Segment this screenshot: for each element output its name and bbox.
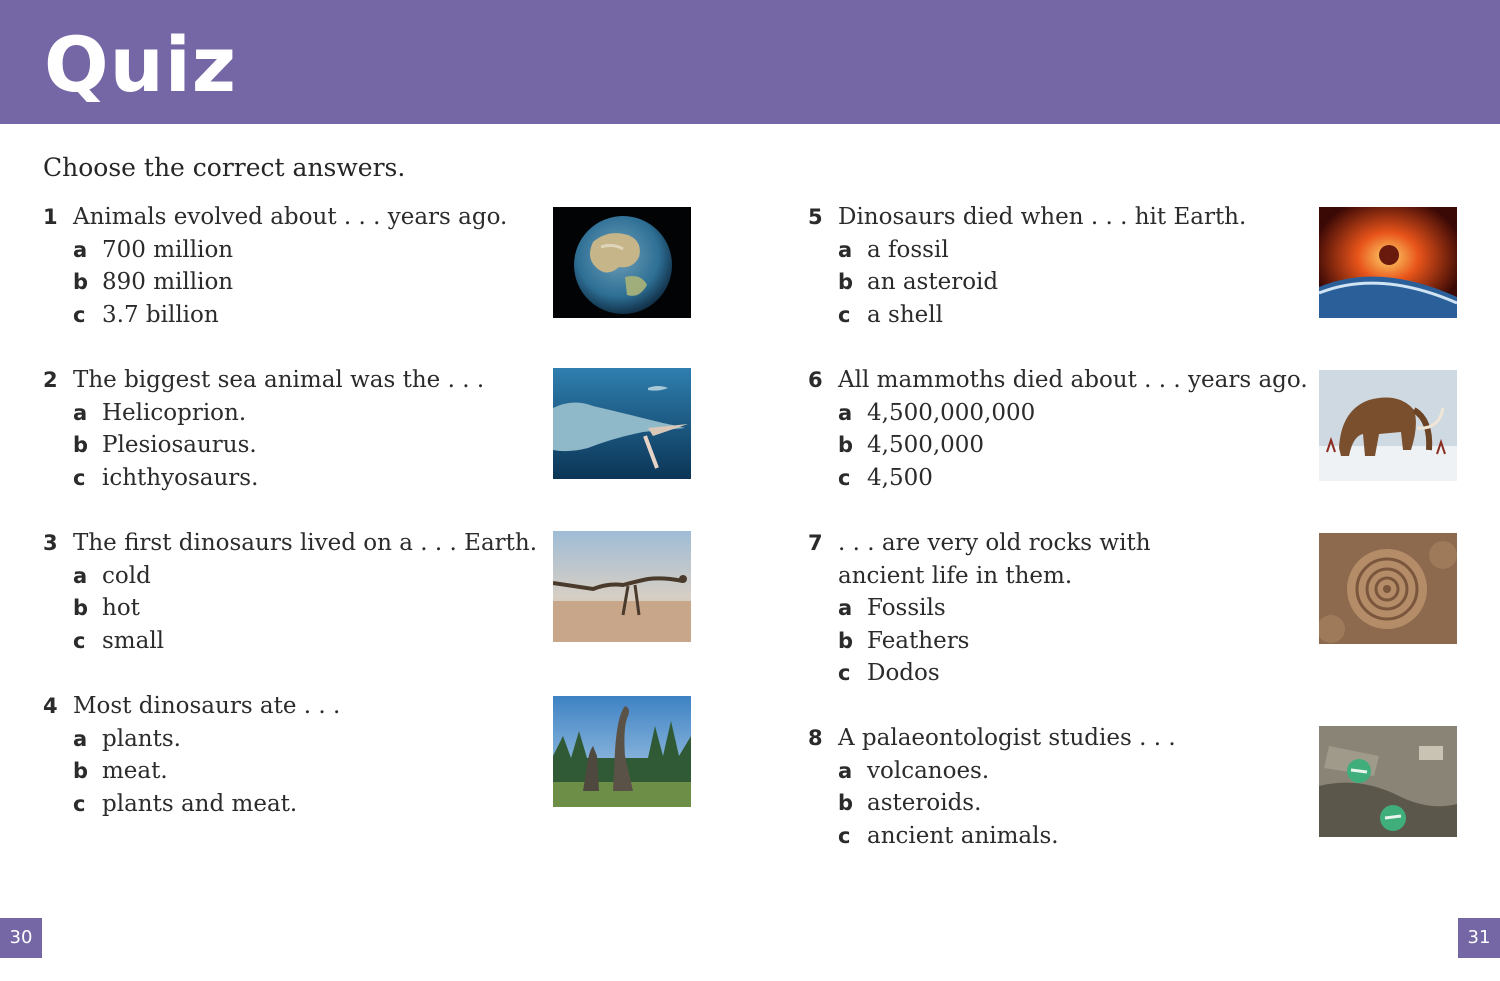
option-letter: a xyxy=(838,758,853,783)
option-letter: a xyxy=(73,400,88,425)
option-letter: c xyxy=(73,465,86,490)
answer-option-c[interactable] xyxy=(43,462,523,495)
option-text: ichthyosaurs. xyxy=(102,464,259,491)
option-letter: b xyxy=(838,270,854,295)
question-6 xyxy=(808,364,1308,494)
question-7 xyxy=(808,527,1288,690)
sauropod-forest-image xyxy=(553,696,691,807)
question-text: The biggest sea animal was the . . . xyxy=(73,367,485,393)
question-5 xyxy=(808,201,1288,331)
option-text: 890 million xyxy=(102,269,234,296)
question-text: . . . are very old rocks with xyxy=(838,530,1151,556)
option-text: Helicoprion. xyxy=(102,399,247,426)
page-number-left: 30 xyxy=(0,918,42,958)
option-letter: c xyxy=(838,465,851,490)
option-text: an asteroid xyxy=(867,269,999,296)
answer-option-c[interactable] xyxy=(808,299,1288,332)
option-text: 4,500,000,000 xyxy=(867,399,1036,426)
answer-option-a[interactable] xyxy=(43,234,523,267)
answer-option-a[interactable] xyxy=(808,592,1288,625)
option-text: 3.7 billion xyxy=(102,301,219,328)
answer-option-b[interactable] xyxy=(43,755,523,788)
option-letter: b xyxy=(838,628,854,653)
option-text: plants and meat. xyxy=(102,790,298,817)
answer-option-b[interactable] xyxy=(808,429,1288,462)
question-text: All mammoths died about . . . years ago. xyxy=(838,367,1308,393)
desert-dinosaur-image xyxy=(553,531,691,642)
page-number-right: 31 xyxy=(1458,918,1500,958)
option-text: Dodos xyxy=(867,660,940,687)
option-letter: a xyxy=(838,237,853,262)
question-number: 8 xyxy=(808,726,823,750)
option-letter: b xyxy=(73,433,89,458)
answer-option-a[interactable] xyxy=(808,755,1288,788)
question-text: The first dinosaurs lived on a . . . Earth. xyxy=(73,530,538,556)
option-letter: b xyxy=(838,433,854,458)
option-letter: b xyxy=(838,791,854,816)
option-letter: c xyxy=(73,302,86,327)
option-text: 4,500 xyxy=(867,464,933,491)
option-letter: b xyxy=(73,596,89,621)
option-text: plants. xyxy=(102,725,181,752)
option-letter: b xyxy=(73,270,89,295)
question-4 xyxy=(43,690,523,820)
option-text: meat. xyxy=(102,758,168,785)
answer-option-c[interactable] xyxy=(43,788,523,821)
mammoth-image xyxy=(1319,370,1457,481)
option-text: cold xyxy=(102,562,151,589)
option-letter: a xyxy=(838,596,853,621)
option-letter: a xyxy=(838,400,853,425)
option-letter: c xyxy=(73,628,86,653)
header-banner xyxy=(0,0,1500,124)
answer-option-a[interactable] xyxy=(808,397,1288,430)
answer-option-a[interactable] xyxy=(43,723,523,756)
option-text: 700 million xyxy=(102,236,234,263)
question-number: 1 xyxy=(43,205,58,229)
ammonite-fossil-image xyxy=(1319,533,1457,644)
answer-option-c[interactable] xyxy=(808,820,1288,853)
option-letter: c xyxy=(838,302,851,327)
answer-option-b[interactable] xyxy=(808,787,1288,820)
option-letter: c xyxy=(838,661,851,686)
question-8 xyxy=(808,722,1288,852)
sea-reptile-image xyxy=(553,368,691,479)
answer-option-c[interactable] xyxy=(43,299,523,332)
question-2 xyxy=(43,364,523,494)
answer-option-a[interactable] xyxy=(43,560,523,593)
question-number: 7 xyxy=(808,531,823,555)
option-text: asteroids. xyxy=(867,790,982,817)
option-text: small xyxy=(102,627,165,654)
excavation-site-image xyxy=(1319,726,1457,837)
option-text: a shell xyxy=(867,301,943,328)
option-text: Fossils xyxy=(867,595,946,622)
option-text: Feathers xyxy=(867,627,970,654)
question-number: 4 xyxy=(43,694,58,718)
answer-option-a[interactable] xyxy=(43,397,523,430)
question-text: Animals evolved about . . . years ago. xyxy=(73,204,508,230)
option-text: ancient animals. xyxy=(867,822,1059,849)
page-title: Quiz xyxy=(44,20,237,109)
question-1 xyxy=(43,201,523,331)
option-letter: a xyxy=(73,563,88,588)
option-letter: a xyxy=(73,237,88,262)
option-text: Plesiosaurus. xyxy=(102,432,257,459)
question-text: ancient life in them. xyxy=(838,562,1073,589)
question-number: 2 xyxy=(43,368,58,392)
instructions: Choose the correct answers. xyxy=(43,153,406,182)
answer-option-b[interactable] xyxy=(43,266,523,299)
question-number: 5 xyxy=(808,205,823,229)
option-text: hot xyxy=(102,595,140,622)
question-number: 6 xyxy=(808,368,823,392)
option-letter: b xyxy=(73,759,89,784)
question-text: A palaeontologist studies . . . xyxy=(838,725,1176,751)
earth-image xyxy=(553,207,691,318)
option-text: volcanoes. xyxy=(867,757,990,784)
asteroid-impact-image xyxy=(1319,207,1457,318)
question-3 xyxy=(43,527,538,657)
question-number: 3 xyxy=(43,531,58,555)
option-text: 4,500,000 xyxy=(867,432,985,459)
answer-option-c[interactable] xyxy=(808,462,1288,495)
option-text: a fossil xyxy=(867,236,949,263)
answer-option-b[interactable] xyxy=(43,592,523,625)
answer-option-b[interactable] xyxy=(43,429,523,462)
option-letter: c xyxy=(838,823,851,848)
answer-option-c[interactable] xyxy=(43,625,523,658)
question-text: Most dinosaurs ate . . . xyxy=(73,693,341,719)
question-text: Dinosaurs died when . . . hit Earth. xyxy=(838,204,1247,230)
answer-option-c[interactable] xyxy=(808,657,1288,690)
option-letter: a xyxy=(73,726,88,751)
answer-option-b[interactable] xyxy=(808,266,1288,299)
answer-option-a[interactable] xyxy=(808,234,1288,267)
answer-option-b[interactable] xyxy=(808,625,1288,658)
option-letter: c xyxy=(73,791,86,816)
